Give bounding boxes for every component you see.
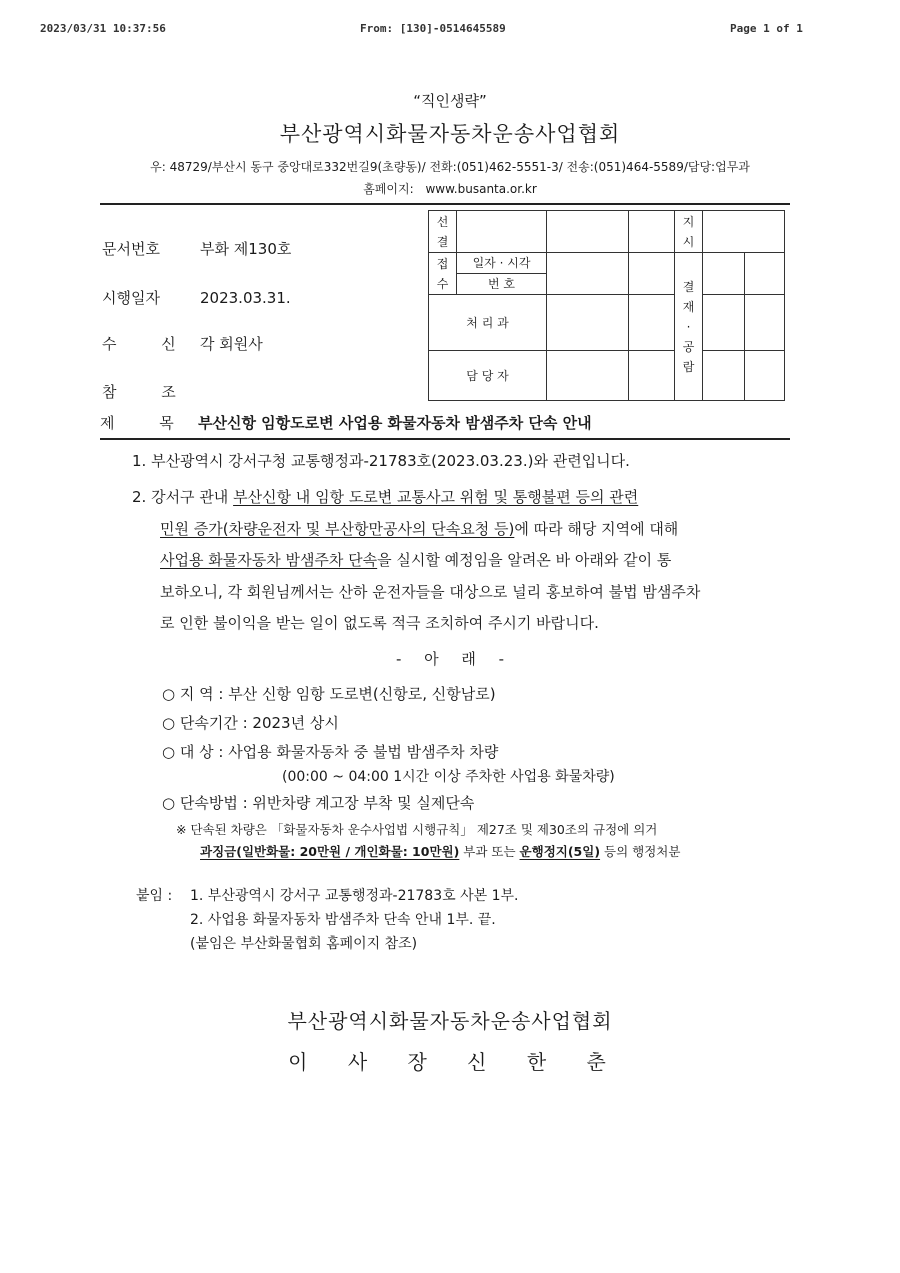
approval-stamp-box <box>428 210 785 401</box>
item-target-detail: (00:00 ~ 04:00 1시간 이상 주차한 사업용 화물차량) <box>282 769 615 785</box>
org-name: 부산광역시화물자동차운송사업협회 <box>279 122 621 146</box>
recipient-value: 각 회원사 <box>200 335 263 353</box>
staff-cell <box>547 351 629 401</box>
penalty-fine: 과징금(일반화물: 20만원 / 개인화물: 10만원) <box>200 844 460 859</box>
date-row <box>102 287 291 308</box>
paragraph-1: 1. 부산광역시 강서구청 교통행정과-21783호(2023.03.23.)와 관련입니다. <box>132 452 630 470</box>
seon-gyeol-cell-2 <box>547 211 629 253</box>
staff-cell-2 <box>629 351 675 401</box>
doc-number-row <box>102 238 291 259</box>
item-period: ○ 단속기간 : 2023년 상시 <box>162 714 339 732</box>
jisi-cell <box>703 211 785 253</box>
number-label: 번 호 <box>488 277 515 291</box>
homepage-label: 홈페이지: <box>363 182 414 196</box>
signature-name: 이 사 장 신 한 춘 <box>288 1050 612 1074</box>
approval-cell-5 <box>703 351 745 401</box>
jeopsu-label: 접 수 <box>429 253 457 295</box>
fax-from: From: [130]-0514645589 <box>360 22 506 35</box>
jeopsu-cell <box>547 253 629 295</box>
date-label: 시행일자 <box>102 289 160 307</box>
approval-cell-3 <box>703 295 745 351</box>
seon-gyeol-cell-1 <box>457 211 547 253</box>
subject-rule <box>100 438 790 440</box>
seon-gyeol-label: 선 결 <box>429 211 457 253</box>
process-dept-label: 처 리 과 <box>429 295 547 351</box>
date-time-label: 일자 · 시각 <box>457 253 546 274</box>
date-value: 2023.03.31. <box>200 289 291 307</box>
approval-review-label: 결 재 · 공 람 <box>675 253 703 401</box>
process-dept-cell-2 <box>629 295 675 351</box>
process-dept-cell <box>547 295 629 351</box>
jisi-label: 지 시 <box>675 211 703 253</box>
item-target: ○ 대 상 : 사업용 화물자동차 중 불법 밤샘주차 차량 <box>162 743 499 761</box>
attachment-1: 1. 부산광역시 강서구 교통행정과-21783호 사본 1부. <box>190 888 519 904</box>
homepage-line <box>0 180 900 197</box>
underlined-phrase-3: 사업용 화물자동차 밤샘주차 단속 <box>160 551 378 569</box>
header-rule <box>100 203 790 205</box>
subject-label: 제 목 <box>100 414 194 432</box>
seon-gyeol-cell-3 <box>629 211 675 253</box>
date-number-labels <box>457 253 547 295</box>
approval-cell-6 <box>745 351 785 401</box>
fax-page: Page 1 of 1 <box>730 22 803 35</box>
reference-row <box>102 381 200 402</box>
item-method: ○ 단속방법 : 위반차량 계고장 부착 및 실제단속 <box>162 794 475 812</box>
subject-text: 부산신항 임항도로변 사업용 화물자동차 밤샘주차 단속 안내 <box>198 414 592 432</box>
approval-cell-2 <box>745 253 785 295</box>
doc-number-label: 문서번호 <box>102 240 160 258</box>
paragraph-2: 2. 강서구 관내 부산신항 내 임항 도로변 교통사고 위험 및 통행불편 등의 관련 민원 증가(차량운전자 및 부산항만공사의 단속요청 등)에 따라 해당 지역에 대해 사업용 화물자동차 밤샘주차 단속을 실시할 예정임을 알려온 바 아래와 같이 통 보하오니, 각 회원님께서는 산하 운전자들을 대상으로 널리 홍보하여 불법 밤샘주차 로 인한 불이익을 받는 일이 없도록 적극 조치하여 주시기 바랍니다. <box>132 488 701 632</box>
doc-number: 부화 제130호 <box>200 240 292 258</box>
attachment-label: 붙임 : <box>136 888 173 904</box>
staff-label: 담 당 자 <box>429 351 547 401</box>
subject-row <box>100 412 592 433</box>
approval-cell-4 <box>745 295 785 351</box>
underlined-phrase-2: 민원 증가(차량운전자 및 부산항만공사의 단속요청 등) <box>160 519 515 538</box>
suspension: 운행정지(5일) <box>519 844 601 859</box>
motto: “직인생략” <box>413 92 487 110</box>
homepage-url: www.busanta.or.kr <box>425 182 537 196</box>
approval-cell-1 <box>703 253 745 295</box>
note-line-2: 과징금(일반화물: 20만원 / 개인화물: 10만원) 부과 또는 운행정지(5일) 등의 행정처분 <box>200 844 681 859</box>
note-line-1: ※ 단속된 차량은 「화물자동차 운수사업법 시행규칙」 제27조 및 제30조의 규정에 의거 <box>176 822 658 837</box>
underlined-phrase-1: 부산신항 내 임항 도로변 교통사고 위험 및 통행불편 등의 관련 <box>233 488 639 506</box>
jeopsu-cell-2 <box>629 253 675 295</box>
recipient-label: 수 신 <box>102 335 196 353</box>
address: 우: 48729/부산시 동구 중앙대로332번길9(초량동)/ 전화:(051)462-5551-3/ 전송:(051)464-5589/담당:업무과 <box>150 160 750 174</box>
recipient-row <box>102 333 263 354</box>
fax-datetime: 2023/03/31 10:37:56 <box>40 22 166 35</box>
below-heading: - 아 래 - <box>395 650 505 668</box>
attachment-2: 2. 사업용 화물자동차 밤샘주차 단속 안내 1부. 끝. <box>190 912 496 928</box>
item-area: ○ 지 역 : 부산 신항 임항 도로변(신항로, 신항남로) <box>162 685 496 703</box>
reference-label: 참 조 <box>102 383 196 401</box>
signature-org: 부산광역시화물자동차운송사업협회 <box>287 1009 613 1033</box>
attachment-note: (붙임은 부산화물협회 홈페이지 참조) <box>190 936 418 952</box>
